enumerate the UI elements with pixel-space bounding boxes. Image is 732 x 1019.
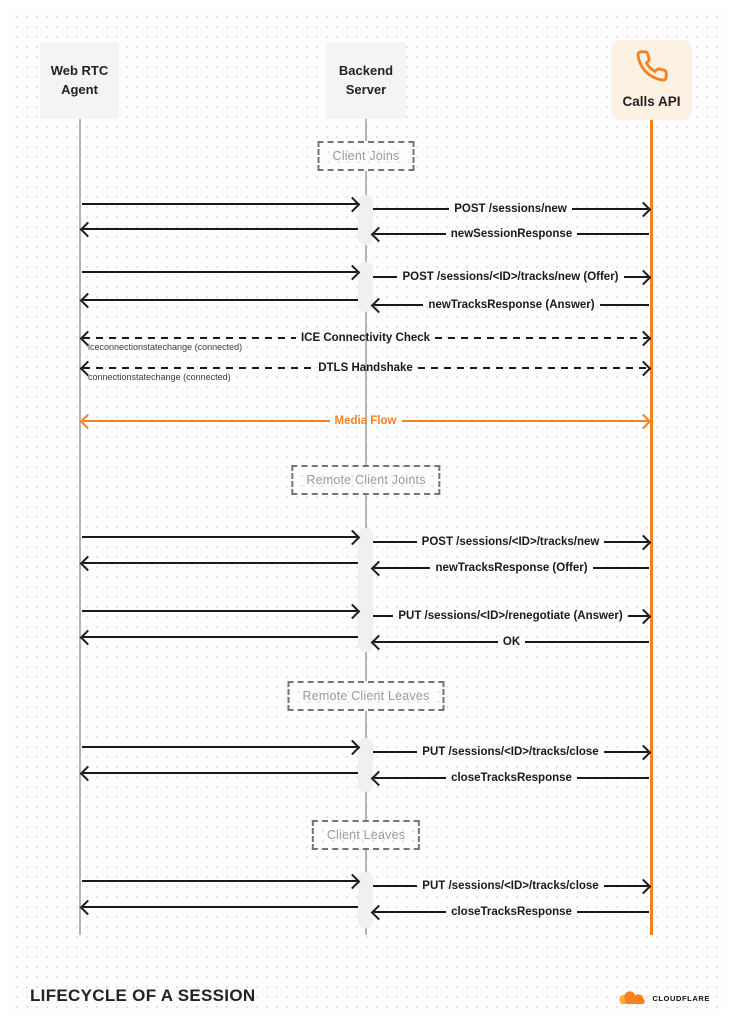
message-arrow: [82, 554, 358, 572]
message-arrow: [82, 764, 358, 782]
actor-label-line: Backend: [338, 62, 394, 78]
cloudflare-cloud-icon: [615, 990, 649, 1007]
arrowhead-icon: [371, 297, 387, 313]
arrow-line: [402, 420, 649, 423]
arrow-line: [82, 746, 357, 749]
arrow-line: [83, 228, 358, 231]
message-arrow: [82, 195, 358, 213]
message-arrow: [373, 268, 649, 286]
arrowhead-icon: [371, 634, 387, 650]
arrow-line: [83, 772, 358, 775]
arrowhead-icon: [345, 529, 361, 545]
arrow-line: [82, 271, 357, 274]
arrow-line: [82, 610, 357, 613]
message-arrow: [82, 263, 358, 281]
arrow-line: [577, 911, 649, 914]
arrowhead-icon: [345, 739, 361, 755]
actor-label-line: Web RTC: [50, 62, 109, 78]
arrowhead-icon: [80, 221, 96, 237]
actor-web-rtc-agent: [40, 42, 119, 119]
actor-label: Calls API: [622, 93, 681, 109]
arrow-line: [82, 880, 357, 883]
arrow-line: [373, 208, 449, 211]
event-sublabel: connectionstatechange (connected): [88, 372, 231, 382]
actor-calls-api: [611, 40, 692, 120]
arrow-line: [82, 536, 357, 539]
message-arrow: [82, 528, 358, 546]
arrowhead-icon: [636, 878, 652, 894]
arrow-line: [83, 337, 296, 340]
arrowhead-icon: [636, 269, 652, 285]
section-label-box: Client Joins: [317, 141, 414, 171]
arrowhead-icon: [345, 873, 361, 889]
arrow-line: [83, 636, 358, 639]
arrowhead-icon: [636, 608, 652, 624]
arrow-line: [600, 304, 649, 307]
activation-bar: [358, 195, 373, 245]
message-arrow: [373, 633, 649, 651]
message-label: PUT /sessions/<ID>/renegotiate (Answer): [398, 610, 623, 622]
phone-icon: [635, 49, 669, 83]
section-label-box: Remote Client Leaves: [288, 681, 445, 711]
arrow-line: [373, 885, 417, 888]
arrowhead-icon: [80, 765, 96, 781]
arrow-line: [83, 906, 358, 909]
actor-label-line: Server: [345, 81, 387, 97]
arrowhead-icon: [371, 770, 387, 786]
message-arrow: [82, 628, 358, 646]
arrowhead-icon: [636, 360, 652, 376]
activation-bar: [358, 528, 373, 652]
arrowhead-icon: [371, 226, 387, 242]
message-arrow: [373, 607, 649, 625]
message-arrow: [82, 412, 649, 430]
arrow-line: [373, 751, 417, 754]
arrowhead-icon: [80, 413, 96, 429]
arrow-line: [373, 276, 397, 279]
arrow-line: [82, 203, 357, 206]
arrow-line: [83, 299, 358, 302]
message-arrow: [82, 872, 358, 890]
arrow-line: [418, 367, 648, 370]
message-arrow: [373, 296, 649, 314]
message-arrow: [373, 200, 649, 218]
cloudflare-logo-text: CLOUDFLARE: [652, 994, 710, 1003]
message-label: PUT /sessions/<ID>/tracks/close: [422, 880, 599, 892]
arrow-line: [83, 420, 330, 423]
section-label-box: Remote Client Joints: [291, 465, 440, 495]
message-label: closeTracksResponse: [451, 906, 572, 918]
arrow-line: [435, 337, 648, 340]
message-arrow: [82, 602, 358, 620]
message-arrow: [82, 738, 358, 756]
arrow-line: [525, 641, 649, 644]
page-title: LIFECYCLE OF A SESSION: [30, 986, 256, 1005]
message-arrow: [373, 877, 649, 895]
message-arrow: [373, 559, 649, 577]
message-label: POST /sessions/new: [454, 203, 567, 215]
message-label: POST /sessions/<ID>/tracks/new: [421, 536, 600, 548]
message-arrow: [373, 533, 649, 551]
activation-bar: [358, 738, 373, 792]
message-label: newSessionResponse: [450, 228, 573, 240]
arrowhead-icon: [345, 603, 361, 619]
message-arrow: [82, 220, 358, 238]
agent-lifeline: [79, 119, 81, 935]
arrowhead-icon: [636, 744, 652, 760]
message-label: ICE Connectivity Check: [300, 332, 431, 344]
message-label: newTracksResponse (Offer): [435, 562, 588, 574]
activation-bar: [358, 872, 373, 928]
arrowhead-icon: [345, 264, 361, 280]
section-label-box: Client Leaves: [312, 820, 420, 850]
message-label: DTLS Handshake: [318, 362, 413, 374]
message-arrow: [373, 903, 649, 921]
arrowhead-icon: [80, 555, 96, 571]
message-label: PUT /sessions/<ID>/tracks/close: [422, 746, 599, 758]
arrowhead-icon: [371, 560, 387, 576]
arrow-line: [373, 615, 393, 618]
arrowhead-icon: [636, 201, 652, 217]
arrow-line: [374, 641, 498, 644]
arrowhead-icon: [636, 330, 652, 346]
arrowhead-icon: [345, 196, 361, 212]
arrowhead-icon: [80, 292, 96, 308]
arrow-line: [577, 777, 649, 780]
arrow-line: [577, 233, 649, 236]
arrow-line: [373, 541, 417, 544]
message-label: Media Flow: [334, 415, 397, 427]
message-arrow: [373, 743, 649, 761]
arrow-line: [593, 567, 649, 570]
arrowhead-icon: [636, 534, 652, 550]
event-sublabel: iceconnectionstatechange (connected): [88, 342, 243, 352]
calls-lifeline: [650, 120, 653, 935]
actor-label-line: Agent: [61, 81, 98, 97]
arrow-line: [83, 562, 358, 565]
message-arrow: [82, 291, 358, 309]
message-label: closeTracksResponse: [451, 772, 572, 784]
actor-backend-server: [326, 42, 406, 119]
message-label: newTracksResponse (Answer): [428, 299, 595, 311]
message-arrow: [373, 225, 649, 243]
message-label: POST /sessions/<ID>/tracks/new (Offer): [402, 271, 619, 283]
message-arrow: [82, 898, 358, 916]
message-label: OK: [502, 636, 521, 648]
arrowhead-icon: [80, 899, 96, 915]
arrow-line: [83, 367, 313, 370]
arrowhead-icon: [636, 413, 652, 429]
arrowhead-icon: [371, 904, 387, 920]
arrowhead-icon: [80, 629, 96, 645]
message-arrow: [373, 769, 649, 787]
cloudflare-logo: [615, 990, 710, 1007]
